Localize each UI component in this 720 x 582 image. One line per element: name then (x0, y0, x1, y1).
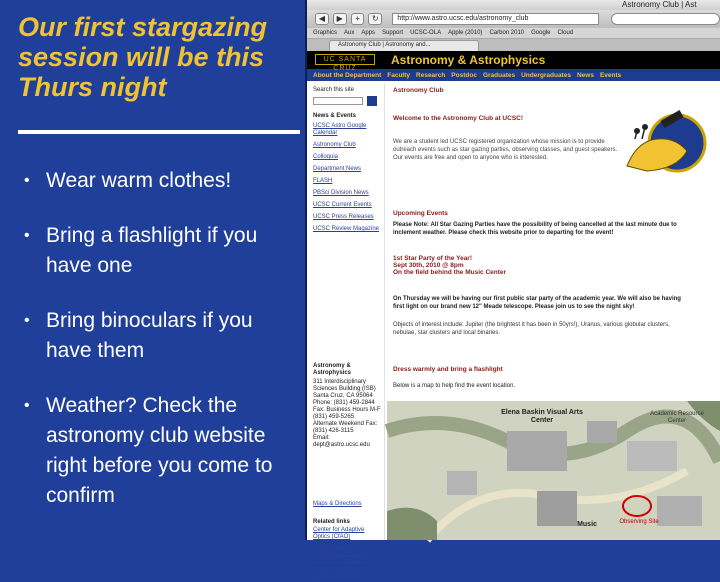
bullet-flashlight: • Bring a flashlight if you have one (24, 221, 302, 281)
site-header (307, 51, 720, 72)
nav-events[interactable]: Events (599, 71, 622, 79)
bookmark-item[interactable]: Carbon 2010 (489, 30, 525, 36)
forward-icon[interactable]: ▶ (333, 13, 347, 25)
event-place: On the field behind the Music Center (393, 269, 507, 276)
address-line: Santa Cruz, CA 95064 (313, 393, 373, 399)
nav-news[interactable]: News (576, 71, 594, 79)
event-date: Sept 30th, 2010 @ 8pm (393, 262, 464, 269)
map-caption: Below is a map to help find the event location. (393, 383, 516, 389)
bookmark-item[interactable]: Google (531, 30, 551, 36)
map-label-academic-center: Academic Resource Center (650, 411, 704, 424)
nav-about[interactable]: About the Department (313, 71, 382, 79)
event-title: 1st Star Party of the Year! (393, 255, 472, 262)
related-link[interactable]: Center for Origin, Dynamics, and Evolution of Planets (CODEP) (313, 543, 380, 563)
nav-postdoc[interactable]: Postdoc (451, 71, 477, 79)
bookmark-item[interactable]: Support (382, 30, 404, 36)
bookmark-item[interactable]: Graphics (313, 30, 338, 36)
related-heading: Related links (313, 519, 351, 525)
nav-faculty[interactable]: Faculty (387, 71, 411, 79)
site-nav (307, 69, 720, 81)
map-label-music: Music (577, 521, 597, 528)
news-heading: News & Events (313, 113, 357, 119)
bookmark-item[interactable]: UCSC-OLA (410, 30, 442, 36)
address-line: 311 Interdisciplinary Sciences Building (ISB) (313, 379, 376, 392)
nav-undergraduates[interactable]: Undergraduates (521, 71, 571, 79)
upcoming-heading: Upcoming Events (393, 210, 448, 217)
bullet-warm-clothes: • Wear warm clothes! (24, 166, 302, 196)
bullet-binoculars: • Bring binoculars if you have them (24, 306, 302, 366)
welcome-heading: Welcome to the Astronomy Club at UCSC! (393, 115, 524, 122)
dept-address (313, 363, 381, 449)
bookmarks-bar (307, 28, 720, 39)
address-line: Phone: (831) 459-2844 (313, 400, 375, 406)
map-label-observing-site: Observing Site (619, 519, 659, 525)
window-titlebar (307, 0, 720, 10)
news-link[interactable]: PBSci Division News (313, 190, 369, 196)
address-line: Email: (313, 435, 330, 441)
address-line: Alternate Weekend Fax: (831) 426-3115 (313, 421, 378, 434)
news-link[interactable]: Colloquia (313, 154, 339, 160)
reload-icon[interactable]: ↻ (368, 13, 382, 25)
site-title: Astronomy & Astrophysics (391, 53, 546, 67)
club-heading: Astronomy Club (393, 87, 444, 94)
map-label-arts-center: Elena Baskin Visual Arts Center (501, 409, 583, 424)
news-links (313, 123, 381, 238)
site-search-button[interactable] (367, 96, 377, 106)
address-heading: Astronomy & Astrophysics (313, 363, 352, 376)
bookmark-item[interactable]: Aux (344, 30, 355, 36)
news-link[interactable]: UCSC Press Releases (313, 214, 374, 220)
bookmark-item[interactable]: Apps (361, 30, 376, 36)
bookmark-item[interactable]: Cloud (557, 30, 574, 36)
window-title: Astronomy Club | Ast (622, 0, 697, 9)
slide-panel (0, 0, 305, 540)
address-bar[interactable]: http://www.astro.ucsc.edu/astronomy_club (392, 13, 599, 25)
browser-toolbar (307, 10, 720, 28)
news-link[interactable]: UCSC Astro Google Calendar (313, 123, 367, 136)
nav-research[interactable]: Research (416, 71, 446, 79)
news-link[interactable]: FLASH (313, 178, 333, 184)
slide-title: Our first stargazing session will be this Thurs night (18, 12, 268, 102)
news-link[interactable]: UCSC Review Magazine (313, 226, 380, 232)
news-link[interactable]: Department News (313, 166, 362, 172)
tab-strip (307, 39, 720, 51)
back-icon[interactable]: ◀ (315, 13, 329, 25)
objects-of-interest: Objects of interest include: Jupiter (the brightest it has been in 50yrs!), Uranus, various globular clusters, nebulae, star clusters and local binaries. (393, 322, 670, 336)
related-link[interactable]: Division of Physical & Biological Sciences (313, 566, 371, 579)
banana-slug-mascot-image (617, 111, 705, 181)
related-link[interactable]: Center for Adaptive Optics (CfAO) (313, 527, 365, 540)
news-link[interactable]: Astronomy Club (313, 142, 356, 148)
bullet-list (24, 166, 302, 536)
ucsc-logo[interactable]: UC SANTA CRUZ (315, 54, 375, 65)
site-search-label: Search this site (313, 87, 355, 93)
weather-note: Please Note: All Star Gazing Parties have the possibility of being cancelled at the last minute due to inclement weather. Please check this website prior to departing for the event! (393, 222, 677, 236)
event-block (393, 255, 506, 276)
title-divider (18, 130, 300, 134)
event-location-map[interactable] (387, 401, 720, 540)
related-links (313, 519, 383, 582)
dress-note: Dress warmly and bring a flashlight (393, 366, 503, 373)
welcome-text: We are a student led UCSC registered organization whose mission is to provide outreach events such as star gazing parties, observing classes, and guest speakers. Our events are free and open to anyone who is interested. (393, 139, 618, 161)
browser-window (305, 0, 720, 579)
maps-directions-link[interactable]: Maps & Directions (313, 501, 362, 507)
browser-search-input[interactable] (611, 13, 720, 25)
site-sidebar (307, 83, 385, 579)
news-link[interactable]: UCSC Current Events (313, 202, 372, 208)
email-link[interactable]: dept@astro.ucsc.edu (313, 442, 370, 448)
nav-graduates[interactable]: Graduates (482, 71, 516, 79)
add-bookmark-icon[interactable]: + (351, 13, 365, 25)
site-search-input[interactable] (313, 97, 363, 105)
event-description: On Thursday we will be having our first public star party of the academic year. We will also be having first light on our brand new 12" Meade telescope. Please join us to see the night sky! (393, 296, 681, 310)
main-content (387, 83, 720, 540)
bookmark-item[interactable]: Apple (2010) (448, 30, 483, 36)
tab-astronomy-club[interactable]: Astronomy Club | Astronomy and... (329, 40, 479, 51)
address-line: Fax: Business Hours M-F (831) 459-5265 (313, 407, 381, 420)
bullet-weather: • Weather? Check the astronomy club website right before you come to confirm (24, 391, 302, 511)
